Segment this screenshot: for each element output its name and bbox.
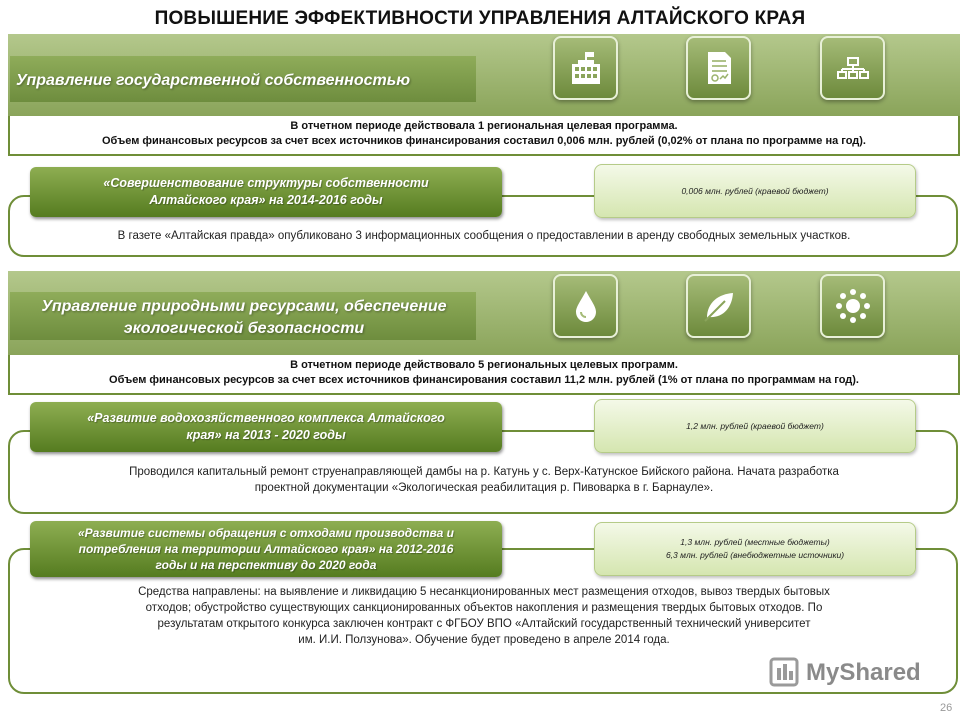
section2-program1-funding [594,399,916,453]
section2-program1-funding-text: 1,2 млн. рублей (краевой бюджет) [686,420,824,431]
leaf-tile [686,274,751,338]
section1-description [8,116,960,156]
section2-band-title [14,296,474,340]
section2-program2-funding [594,522,916,576]
sun-tile [820,274,885,338]
org-chart-icon [833,48,873,88]
watermark [768,656,921,690]
section1-funding-text: 0,006 млн. рублей (краевой бюджет) [681,185,829,196]
section1-program-title-line2: Алтайского края» на 2014-2016 годы [149,193,383,207]
page-title: ПОВЫШЕНИЕ ЭФФЕКТИВНОСТИ УПРАВЛЕНИЯ АЛТАЙСКОГО КРАЯ [154,8,806,29]
section2-program1-text [14,464,954,496]
section1-program-title [30,167,502,217]
section2-program1-text-line2: проектной документации «Экологическая реабилитация р. Пивоварка в г. Барнауле». [254,482,714,494]
section2-program1-title-line1: «Развитие водохозяйственного комплекса Алтайского [87,411,445,425]
section2-program2-funding-line2: 6,3 млн. рублей (внебюджетные источники) [665,550,845,560]
document-icon [699,48,739,88]
building-tile [553,36,618,100]
building-icon [566,48,606,88]
document-tile [686,36,751,100]
section2-program2-funding-line1: 1,3 млн. рублей (местные бюджеты) [680,537,830,547]
section2-program2-text-line2: отходов; обустройство существующих санкционированных объектов накопления и размещения твердых бытовых отходов. По [145,602,823,614]
section2-program1-text-line1: Проводился капитальный ремонт струенаправляющей дамбы на р. Катунь у с. Верх-Катунское Бийского района. Начата разработка [129,466,839,478]
section2-program2-text [14,584,954,648]
section2-band-title-line1: Управление природными ресурсами, обеспечение [41,298,447,315]
section1-desc-line1: В отчетном периоде действовала 1 региональная целевая программа. [290,120,678,132]
section2-desc-line1: В отчетном периоде действовало 5 региональных целевых программ. [290,359,678,371]
section2-band-title-line2: экологической безопасности [123,320,365,337]
section1-program-title-line1: «Совершенствование структуры собственности [103,176,429,190]
sun-icon [833,286,873,326]
section1-band-title: Управление государственной собственностью [16,72,411,89]
section2-program2-title-line3: годы и на перспективу до 2020 года [155,558,377,572]
section2-program2-title-line2: потребления на территории Алтайского края» на 2012-2016 [78,542,454,556]
leaf-icon [699,286,739,326]
water-drop-icon [566,286,606,326]
watermark-logo-icon [768,656,800,690]
section2-description [8,355,960,395]
org-chart-tile [820,36,885,100]
section1-program-text: В газете «Алтайская правда» опубликовано 3 информационных сообщения о предоставлении в аренду свободных земельных участков. [117,230,851,242]
section2-program1-title-line2: края» на 2013 - 2020 годы [186,428,346,442]
water-drop-tile [553,274,618,338]
section2-desc-line2: Объем финансовых ресурсов за счет всех источников финансирования составил 11,2 млн. рублей (1% от плана по программам на год). [109,374,859,386]
section2-program2-title-line1: «Развитие системы обращения с отходами производства и [78,526,454,540]
section2-program1-title [30,402,502,452]
watermark-text: MyShared [806,659,921,686]
page-number: 26 [940,702,953,714]
section2-program2-text-line4: им. И.И. Ползунова». Обучение будет проведено в апреле 2014 года. [298,634,670,646]
section1-desc-line2: Объем финансовых ресурсов за счет всех источников финансирования составил 0,006 млн. рублей (0,02% от плана по программе на год). [102,135,866,147]
section2-program2-title [30,521,502,577]
section2-program2-text-line1: Средства направлены: на выявление и ликвидацию 5 несанкционированных мест размещения отходов, вывоз твердых бытовых [138,586,830,598]
section1-funding [594,164,916,218]
section2-program2-text-line3: результатам открытого конкурса заключен контракт с ФГБОУ ВПО «Алтайский государственный технический университет [157,618,811,630]
